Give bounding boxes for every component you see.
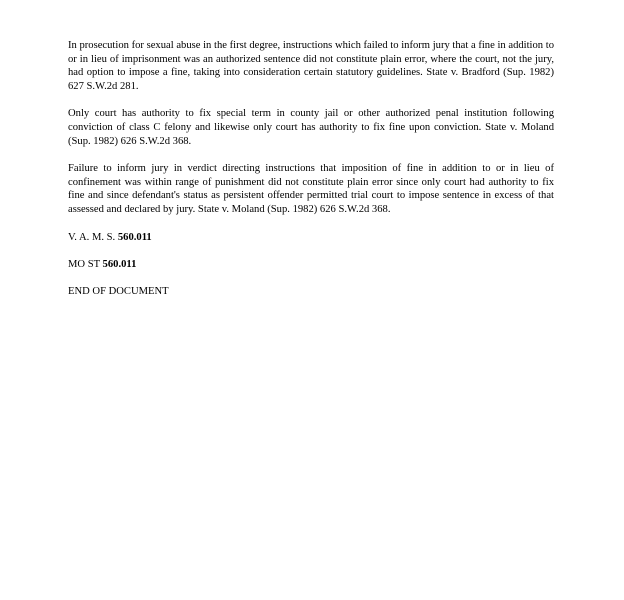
vams-citation-prefix: V. A. M. S. (68, 231, 118, 243)
mo-st-citation (68, 258, 554, 272)
mo-st-citation-prefix: MO ST (68, 258, 103, 270)
annotation-paragraph-moland-instructions: Failure to inform jury in verdict directing instructions that imposition of fine in addition to or in lieu of confinement was within range of punishment did not constitute plain error since only court had authority to fix fine and since defendant's status as persistent offender permitted trial court to impose sentence in excess of that assessed and declared by jury. State v. Moland (Sup. 1982) 626 S.W.2d 368. (68, 163, 554, 215)
vams-citation-section: 560.011 (117, 231, 152, 243)
mo-st-citation-section: 560.011 (102, 258, 137, 270)
vams-citation (68, 231, 554, 245)
document-page (68, 39, 554, 312)
annotation-paragraph-bradford: In prosecution for sexual abuse in the first degree, instructions which failed to inform jury that a fine in addition to or in lieu of imprisonment was an authorized sentence did not constitute plain error, where the court, not the jury, had option to impose a fine, taking into consideration certain statutory guidelines. State v. Bradford (Sup. 1982) 627 S.W.2d 281. (68, 40, 554, 92)
annotation-paragraph-moland-authority: Only court has authority to fix special term in county jail or other authorized penal institution following conviction of class C felony and likewise only court has authority to fix fine upon conviction. State v. Moland (Sup. 1982) 626 S.W.2d 368. (68, 108, 554, 147)
end-of-document-marker: END OF DOCUMENT (68, 285, 169, 297)
